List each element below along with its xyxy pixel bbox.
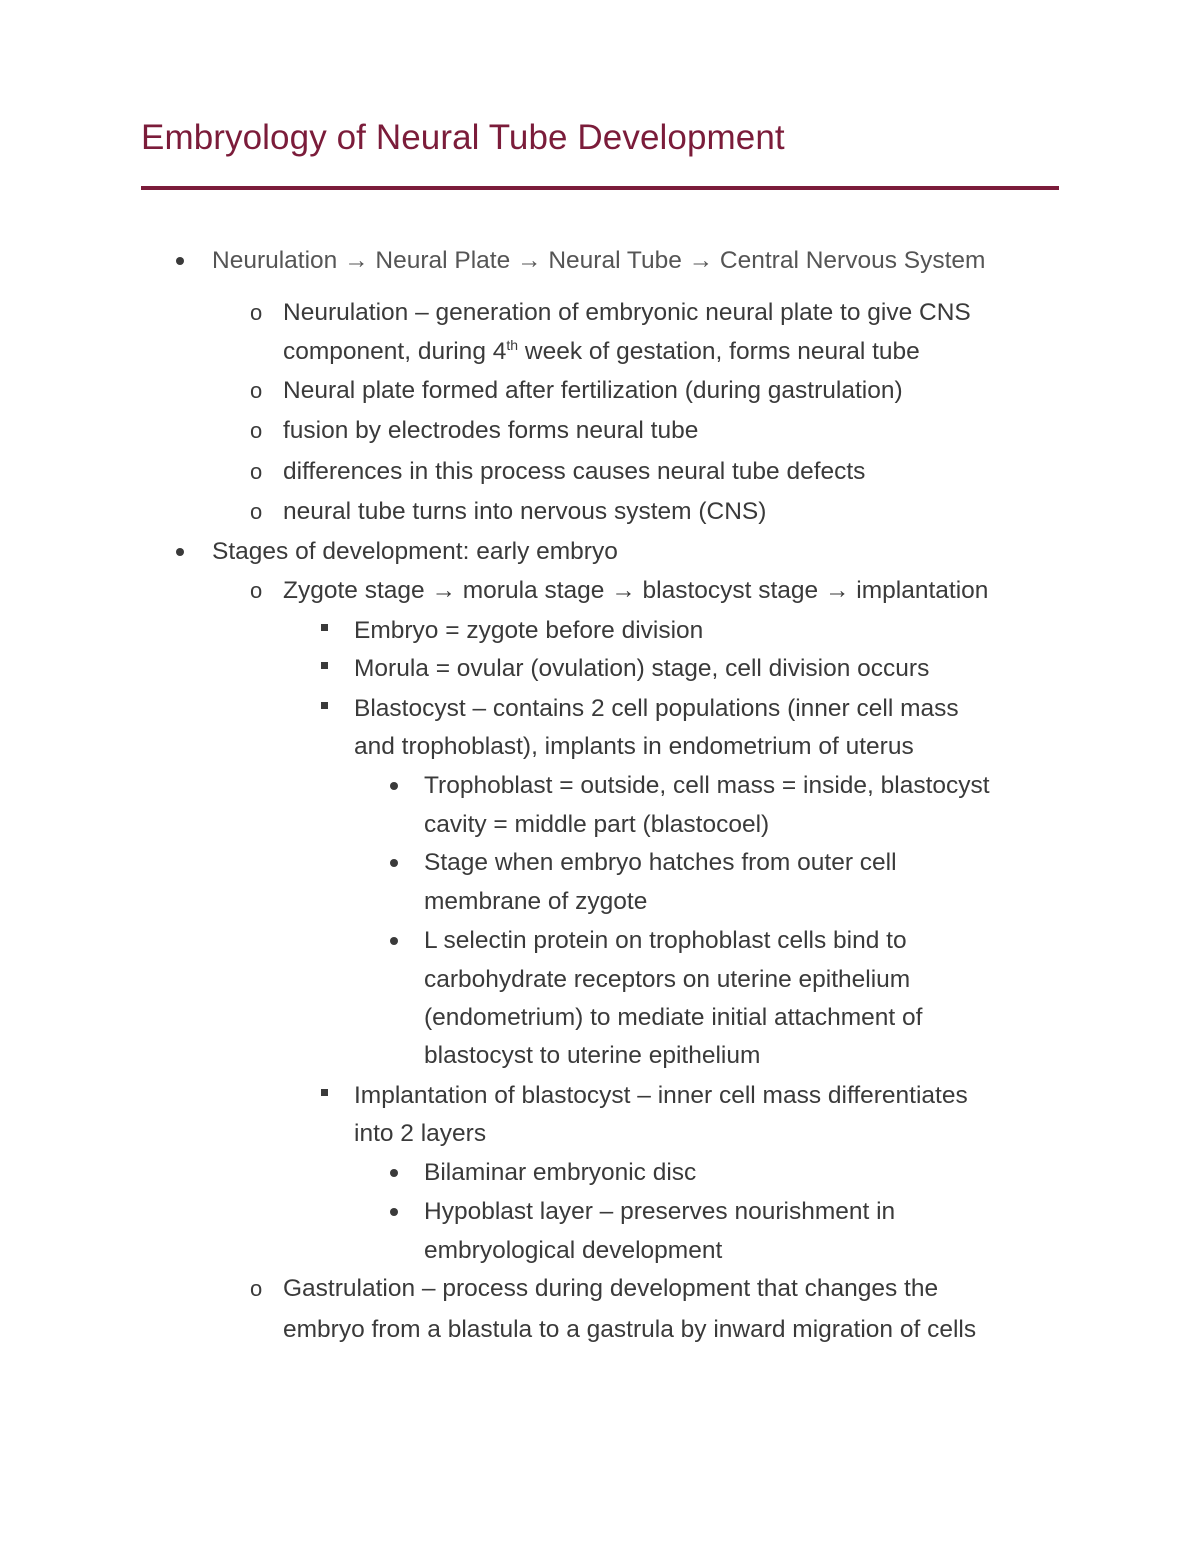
bullet-o-icon: o (250, 300, 263, 325)
list-item-l14: Trophoblast = outside, cell mass = inside, blastocyst (424, 772, 990, 799)
bullet-o-icon: o (250, 499, 263, 524)
list-item-l24: Bilaminar embryonic disc (424, 1159, 697, 1186)
bullet-dot-icon (390, 782, 398, 790)
list-item-l4: Neural plate formed after fertilization (during gastrulation) (283, 377, 903, 404)
page-title: Embryology of Neural Tube Development (141, 118, 785, 157)
bullet-dot-icon (176, 548, 184, 556)
l3-superscript: th (506, 336, 519, 353)
bullet-o-icon: o (250, 378, 263, 403)
list-item-l10: Embryo = zygote before division (354, 617, 704, 644)
list-item-l9: Zygote stage → morula stage → blastocyst stage → implantation (283, 577, 989, 604)
bullet-o-icon: o (250, 578, 263, 603)
bullet-dot-icon (176, 257, 184, 265)
bullet-dot-icon (390, 937, 398, 945)
list-item-l8: Stages of development: early embryo (212, 538, 618, 565)
l3-text-a: component, during 4 (283, 338, 507, 365)
list-item-l16: Stage when embryo hatches from outer cell (424, 849, 897, 876)
list-item-l13: and trophoblast), implants in endometrium of uterus (354, 733, 914, 760)
bullet-square-icon (321, 662, 328, 669)
bullet-o-icon: o (250, 418, 263, 443)
list-item-l7: neural tube turns into nervous system (CNS) (283, 498, 767, 525)
bullet-dot-icon (390, 859, 398, 867)
list-item-l15: cavity = middle part (blastocoel) (424, 811, 770, 838)
bullet-o-icon: o (250, 459, 263, 484)
list-item-l11: Morula = ovular (ovulation) stage, cell division occurs (354, 655, 930, 682)
bullet-dot-icon (390, 1208, 398, 1216)
bullet-square-icon (321, 702, 328, 709)
list-item-l3 (283, 337, 920, 367)
list-item-l12: Blastocyst – contains 2 cell populations (inner cell mass (354, 695, 959, 722)
list-item-l2: Neurulation – generation of embryonic neural plate to give CNS (283, 299, 971, 326)
list-item-l21: blastocyst to uterine epithelium (424, 1042, 761, 1069)
list-item-l20: (endometrium) to mediate initial attachment of (424, 1004, 923, 1031)
list-item-l18: L selectin protein on trophoblast cells bind to (424, 927, 907, 954)
list-item-l5: fusion by electrodes forms neural tube (283, 417, 699, 444)
bullet-square-icon (321, 624, 328, 631)
list-item-l19: carbohydrate receptors on uterine epithelium (424, 966, 911, 993)
list-item-l6: differences in this process causes neural tube defects (283, 458, 866, 485)
bullet-o-icon: o (250, 1276, 263, 1301)
list-item-l23: into 2 layers (354, 1120, 487, 1147)
list-item-l17: membrane of zygote (424, 888, 648, 915)
list-item-l28: embryo from a blastula to a gastrula by inward migration of cells (283, 1316, 977, 1343)
l3-text-b: week of gestation, forms neural tube (518, 338, 920, 365)
list-item-l26: embryological development (424, 1237, 723, 1264)
bullet-square-icon (321, 1089, 328, 1096)
list-item-l22: Implantation of blastocyst – inner cell mass differentiates (354, 1082, 968, 1109)
bullet-dot-icon (390, 1169, 398, 1177)
title-divider (141, 186, 1059, 190)
list-item-l27: Gastrulation – process during development that changes the (283, 1275, 939, 1302)
list-item-l25: Hypoblast layer – preserves nourishment in (424, 1198, 896, 1225)
list-item-l1: Neurulation → Neural Plate → Neural Tube → Central Nervous System (212, 247, 986, 274)
